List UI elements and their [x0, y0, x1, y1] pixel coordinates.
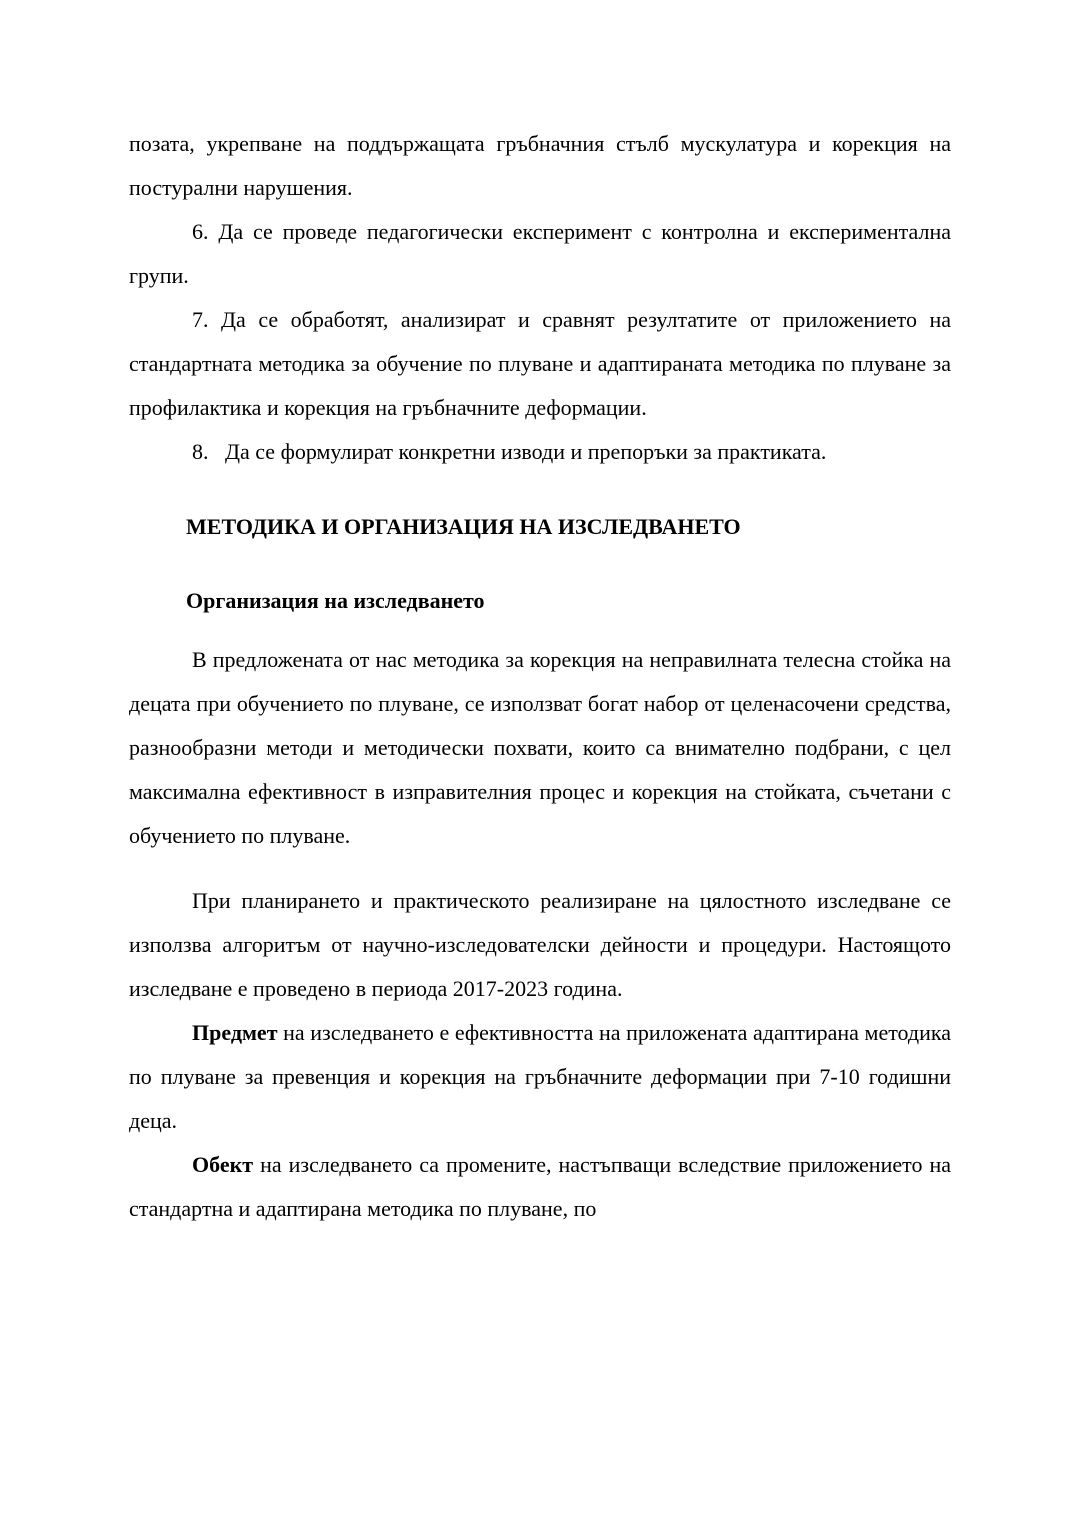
list-item-number: 6. — [192, 219, 209, 244]
list-item-text: Да се обработят, анализират и сравнят резултатите от приложението на стандартната методика за обучение по плуване и адаптираната методика по плуване за профилактика и корекция на гръбначните деформации. — [129, 307, 952, 420]
list-item-7 — [129, 298, 951, 430]
continuation-paragraph: позата, укрепване на поддържащата гръбначния стълб мускулатура и корекция на постурални нарушения. — [129, 131, 951, 200]
list-item-number: 7. — [192, 307, 209, 332]
section-heading: МЕТОДИКА И ОРГАНИЗАЦИЯ НА ИЗСЛЕДВАНЕТО — [186, 514, 741, 539]
paragraph-object — [129, 1143, 951, 1231]
list-item-text: Да се формулират конкретни изводи и препоръки за практиката. — [225, 439, 827, 464]
list-item-text: Да се проведе педагогически експеримент с контролна и експериментална групи. — [129, 219, 952, 288]
paragraph-methodology: В предложената от нас методика за корекция на неправилната телесна стойка на децата при обучението по плуване, се използват богат набор от целенасочени средства, разнообразни методи и методически похвати, които са внимателно подбрани, с цел максимална ефективност в изправителния процес и корекция на стойката, съчетани с обучението по плуване. — [129, 647, 951, 848]
document-page — [129, 122, 951, 1231]
subject-term: Предмет — [192, 1020, 278, 1045]
list-item-8 — [129, 430, 951, 474]
paragraph-planning: При планирането и практическото реализиране на цялостното изследване се използва алгоритъм от научно-изследователски дейности и процедури. Настоящото изследване е проведено в периода 2017-2023 година. — [129, 888, 951, 1001]
paragraph-subject — [129, 1011, 951, 1143]
list-item-6 — [129, 210, 951, 298]
subsection-heading: Организация на изследването — [186, 588, 485, 613]
list-item-number: 8. — [192, 439, 209, 464]
object-term: Обект — [192, 1152, 254, 1177]
object-text: на изследването са промените, настъпващи вследствие приложението на стандартна и адаптирана методика по плуване, по — [129, 1152, 951, 1221]
subject-text: на изследването е ефективността на приложената адаптирана методика по плуване за превенция и корекция на гръбначните деформации при 7-10 годишни деца. — [129, 1020, 951, 1133]
